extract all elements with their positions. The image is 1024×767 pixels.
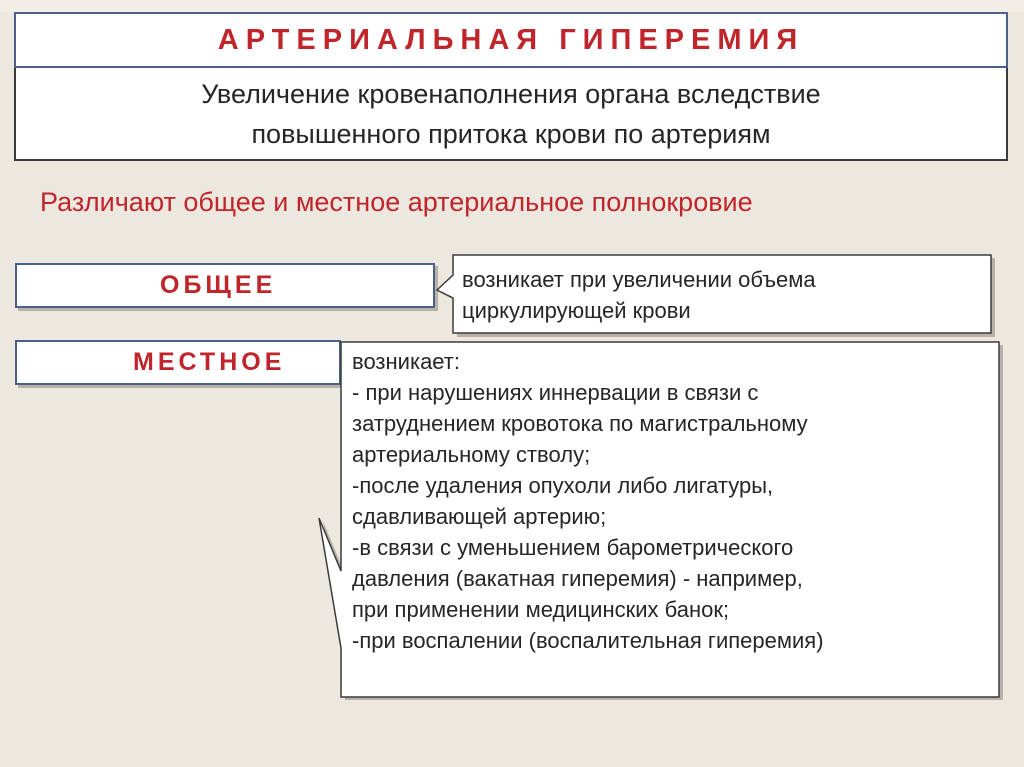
- local-description-line: артериальному стволу;: [352, 442, 591, 467]
- subtitle: Различают общее и местное артериальное полнокровие: [40, 187, 753, 217]
- local-description-line: -после удаления опухоли либо лигатуры,: [352, 473, 774, 498]
- definition-line: повышенного притока крови по артериям: [251, 118, 771, 149]
- general-description: [462, 264, 982, 326]
- local-description: [352, 346, 992, 656]
- general-description-line: циркулирующей крови: [462, 298, 691, 323]
- local-label: МЕСТНОЕ: [133, 348, 286, 376]
- slide-title: АРТЕРИАЛЬНАЯ ГИПЕРЕМИЯ: [217, 23, 805, 56]
- local-description-line: сдавливающей артерию;: [352, 504, 607, 529]
- local-description-line: -при воспалении (воспалительная гиперемия): [352, 628, 824, 653]
- local-description-line: возникает:: [352, 349, 460, 374]
- general-label: ОБЩЕЕ: [160, 271, 277, 299]
- general-description-line: возникает при увеличении объема: [462, 267, 816, 292]
- local-description-line: давления (вакатная гиперемия) - например,: [352, 566, 803, 591]
- local-description-line: - при нарушениях иннервации в связи с: [352, 380, 759, 405]
- local-description-line: при применении медицинских банок;: [352, 597, 730, 622]
- definition-line: Увеличение кровенаполнения органа вследствие: [201, 78, 821, 109]
- local-description-line: -в связи с уменьшением барометрического: [352, 535, 794, 560]
- local-description-line: затруднением кровотока по магистральному: [352, 411, 808, 436]
